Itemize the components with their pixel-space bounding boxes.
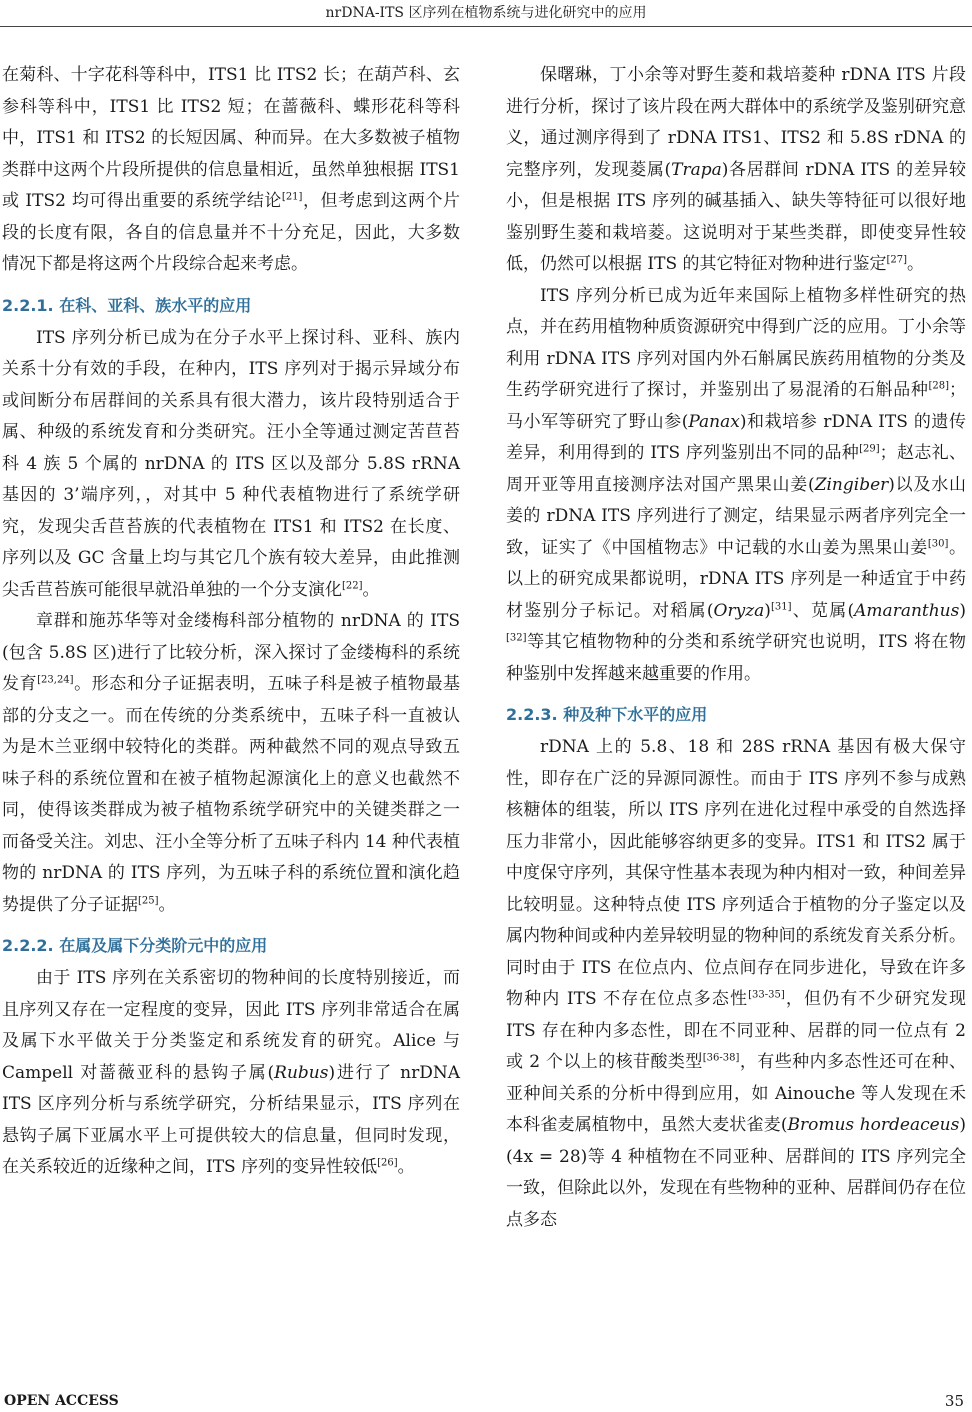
taxon-name: Oryza — [713, 600, 765, 621]
taxon-name: Trapa — [671, 159, 722, 180]
citation-ref[interactable]: [27] — [886, 254, 908, 266]
section-heading-2-2-2: 2.2.2. 在属及属下分类阶元中的应用 — [2, 936, 268, 955]
right-column — [506, 60, 966, 1236]
paragraph: ITS 序列分析已成为在分子水平上探讨科、亚科、族内关系十分有效的手段，在种内，ITS 序列对于揭示异域分布或间断分布居群间的关系具有很大潜力，该片段特别适合于属、种级的系统发育和分类研究。汪小全等通过测定苦苣苔科 4 族 5 个属的 nrDNA 的 ITS 区以及部分 5.8S rRNA 基因的 3’端序列，，对其中 5 种代表植物进行了系统学研究，发现尖舌苣苔族的代表植物在 ITS1 和 ITS2 在长度、序列以及 GC 含量上均与其它几个族有较大差异，由此推测尖舌苣苔族可能很早就沿单独的一个分支演化[22]。 — [2, 327, 460, 600]
paragraph: rDNA 上的 5.8、18 和 28S rRNA 基因有极大保守性，即存在广泛的异源同源性。而由于 ITS 序列不参与成熟核糖体的组装，所以 ITS 序列在进化过程中承受的自然选择压力非常小，因此能够容纳更多的变异。ITS1 和 ITS2 属于中度保守序列，其保守性基本表现为种内相对一致，种间差异比较明显。这种特点使 ITS 序列适合于植物的分子鉴定以及属内物种间或种内差异较明显的物种间的系统发育关系分析。同时由于 ITS 在位点内、位点间存在同步进化，导致在许多物种内 ITS 不存在位点多态性[33-35]，但仍有不少研究发现 ITS 存在种内多态性，即在不同亚种、居群的同一位点有 2 或 2 个以上的核苷酸类型[36-38]，有些种内多态性还可在种、亚种间关系的分析中得到应用，如 Ainouche 等人发现在禾本科雀麦属植物中，虽然大麦状雀麦(Bromus hordeaceus)(4x = 28)等 4 种植物在不同亚种、居群间的 ITS 序列完全一致，但除此以外，发现在有些物种的亚种、居群间仍存在位点多态 — [506, 737, 967, 1230]
section-heading-2-2-1: 2.2.1. 在科、亚科、族水平的应用 — [2, 295, 252, 315]
paragraph: 由于 ITS 序列在关系密切的物种间的长度特别接近，而且序列又存在一定程度的变异，因此 ITS 序列非常适合在属及属下水平做关于分类鉴定和系统发育的研究。Alice 与 Campell 对蔷薇亚科的悬钩子属(Rubus)进行了 nrDNA ITS 区序列分析与系统学研究，分析结果显示，ITS 序列在悬钩子属下亚属水平上可提供较大的信息量，但同时发现，在关系较近的近缘种之间，ITS 序列的变异性较低[26]。 — [2, 968, 460, 1177]
citation-ref[interactable]: [29] — [859, 443, 880, 455]
page-number: 35 — [944, 1392, 964, 1410]
citation-ref[interactable]: [21] — [281, 191, 303, 203]
taxon-name: Panax — [688, 411, 740, 432]
running-header: nrDNA-ITS 区序列在植物系统与进化研究中的应用 — [325, 5, 647, 21]
citation-ref[interactable]: [33-35] — [748, 989, 785, 1001]
paragraph: 保曙琳，丁小余等对野生菱和栽培菱种 rDNA ITS 片段进行分析，探讨了该片段在两大群体中的系统学及鉴别研究意义，通过测序得到了 rDNA ITS1、ITS2 和 5.8S rDNA 的完整序列，发现菱属(Trapa)各居群间 rDNA ITS 的差异较小，但是根据 ITS 序列的碱基插入、缺失等特征可以很好地鉴别野生菱和栽培菱。这说明对于某些类群，即使变异性较低，仍然可以根据 ITS 的其它特征对物种进行鉴定[27]。 — [506, 65, 967, 274]
paragraph: ITS 序列分析已成为近年来国际上植物多样性研究的热点，并在药用植物种质资源研究中得到广泛的应用。丁小余等利用 rDNA ITS 序列对国内外石斛属民族药用植物的分类及生药学研究进行了探讨，并鉴别出了易混淆的石斛品种[28]；马小军等研究了野山参(Panax)和栽培参 rDNA ITS 的遗传差异，利用得到的 ITS 序列鉴别出不同的品种[29]；赵志礼、周开亚等用直接测序法对国产黑果山姜(Zingiber)以及水山姜的 rDNA ITS 序列进行了测定，结果显示两者序列完全一致，证实了《中国植物志》中记载的水山姜为黑果山姜[30]。以上的研究成果都说明，rDNA ITS 序列是一种适宜于中药材鉴别分子标记。对稻属(Oryza)[31]、苋属(Amaranthus)[32]等其它植物物种的分类和系统学研究也说明，ITS 将在物种鉴别中发挥越来越重要的作用。 — [506, 285, 967, 684]
journal-label: OPEN ACCESS — [4, 1393, 119, 1409]
taxon-name: Amaranthus — [854, 600, 960, 621]
left-column — [2, 60, 460, 1184]
citation-ref[interactable]: [25] — [138, 894, 159, 906]
section-heading-2-2-3: 2.2.3. 种及种下水平的应用 — [506, 705, 708, 724]
citation-ref[interactable]: [26] — [377, 1157, 398, 1169]
citation-ref[interactable]: [32] — [506, 632, 527, 644]
citation-ref[interactable]: [36-38] — [702, 1052, 740, 1064]
citation-ref[interactable]: [30] — [927, 537, 949, 549]
header-divider — [0, 26, 972, 27]
taxon-name: Rubus — [274, 1062, 329, 1083]
citation-ref[interactable]: [31] — [770, 600, 792, 612]
paragraph: 在菊科、十字花科等科中，ITS1 比 ITS2 长；在葫芦科、玄参科等科中，ITS1 比 ITS2 短；在蔷薇科、蝶形花科等科中，ITS1 和 ITS2 的长短因属、种而异。在大多数被子植物类群中这两个片段所提供的信息量相近，虽然单独根据 ITS1 或 ITS2 均可得出重要的系统学结论[21]，但考虑到这两个片段的长度有限，各自的信息量并不十分充足，因此，大多数情况下都是将这两个片段综合起来考虑。 — [2, 65, 461, 274]
citation-ref[interactable]: [22] — [342, 579, 363, 591]
citation-ref[interactable]: [28] — [928, 380, 949, 392]
citation-ref[interactable]: [23,24] — [37, 674, 74, 686]
taxon-name: Bromus hordeaceus — [787, 1115, 960, 1135]
taxon-name: Zingiber — [814, 474, 889, 495]
paragraph: 章群和施苏华等对金缕梅科部分植物的 nrDNA 的 ITS (包含 5.8S 区)进行了比较分析，深入探讨了金缕梅科的系统发育[23,24]。形态和分子证据表明，五味子科是被子植物最基部的分支之一。而在传统的分类系统中，五味子科一直被认为是木兰亚纲中较特化的类群。两种截然不同的观点导致五味子科的系统位置和在被子植物起源演化上的意义也截然不同，使得该类群成为被子植物系统学研究中的关键类群之一而备受关注。刘忠、汪小全等分析了五味子科内 14 种代表植物的 nrDNA 的 ITS 序列，为五味子科的系统位置和演化趋势提供了分子证据[25]。 — [2, 611, 461, 915]
